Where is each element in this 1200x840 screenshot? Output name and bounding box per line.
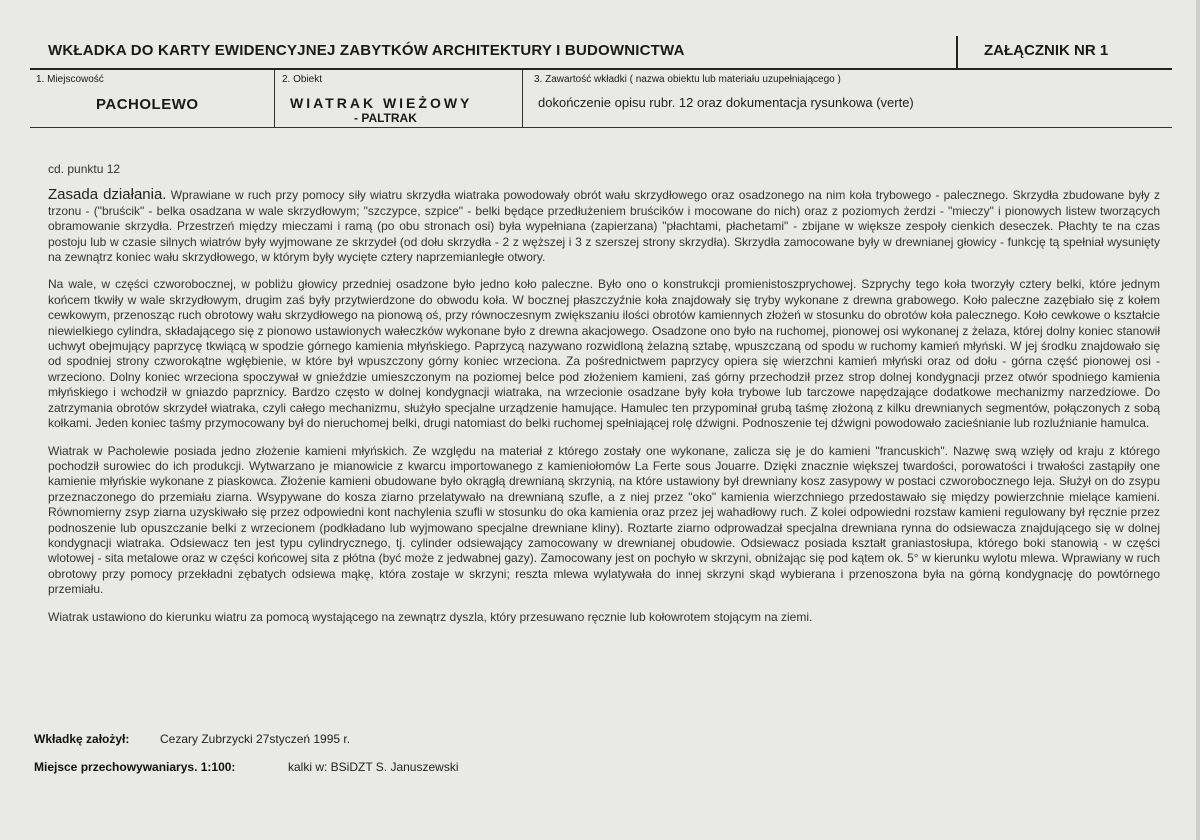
continuation-label: cd. punktu 12 [48, 162, 121, 176]
author-value: Cezary Zubrzycki 27styczeń 1995 r. [160, 732, 351, 746]
storage-label: Miejsce przechowywaniarys. 1:100: [34, 760, 236, 774]
section-lead: Zasada działania. [48, 186, 167, 204]
paragraph-principle [48, 187, 1160, 265]
description-body [48, 162, 1160, 637]
header-rule [30, 68, 1172, 70]
contents-value: dokończenie opisu rubr. 12 oraz dokumentacja rysunkowa (verte) [538, 95, 914, 110]
object-label: 2. Obiekt [282, 74, 323, 85]
object-value-line1: WIATRAK WIEŻOWY [290, 95, 473, 111]
field-divider-1 [274, 70, 275, 128]
field-divider-2 [522, 70, 523, 128]
scan-edge [1196, 0, 1200, 840]
attachment-number: ZAŁĄCZNIK NR 1 [984, 42, 1109, 59]
contents-label: 3. Zawartość wkładki ( nazwa obiektu lub materiału uzupełniającego ) [534, 74, 841, 85]
paragraph-3: Wiatrak w Pacholewie posiada jedno złożenie kamieni młyńskich. Ze względu na materiał z którego zostały one wykonane, zalicza się je do kamieni "francuskich". Nazwę swą wzięły od kraju z którego pochodził surowiec do ich produkcji. Wytwarzano je mianowicie z kwarcu importowanego z kamieniołomów La Ferte sous Jouarre. Dzięki znacznie większej twardości, porowatości i trwałości zastąpiły one kamienie młyńskie wykonane z piaskowca. Złożenie kamieni obudowane było okrągłą drewnianą skrzynią, na które ustawiony był drewniany kosz zasypowy w postaci czworobocznego leja. Służył on do zsypu przeznaczonego do przemiału ziarna. Wsypywane do kosza ziarno przelatywało na drewnianą szufle, a z niej przez "oko" kamienia wierzchniego przedostawało się między powierzchnie mielące kamieni. Równomierny zsyp ziarna uzyskiwało się przez odpowiedni kont nachylenia szufli w stosunku do oka kamienia oraz przez jej wahadłowy ruch. Z kolei odpowiedni rozstaw kamieni regulowany był ręcznie przez podnoszenie lub opuszczanie belki z wrzecionem (podkładano lub wyjmowano specjalne drewniane kliny). Roztarte ziarno odprowadzał specjalna drewniana rynna do odsiewacza znajdującego się w dolnej kondygnacji wiatraka. Odsiewacz ten jest typu cylindrycznego, tj. cylinder odsiewający zamocowany w drewnianej obudowie. Odsiewacz posiada kształt graniastosłupa, którego boki stanowią - w części wlotowej - sita metalowe oraz w części końcowej sita z płótna (być może z jedwabnej gazy). Zamocowany jest on pochyło w skrzyni, obniżając się pod kątem ok. 5° w kierunku wylotu mlewa. Wprawiany w ruch obrotowy przy pomocy przekładni zębatych odsiewa mąkę, która zostaje w skrzyni; reszta mlewa wylatywała do innej skrzyni skąd wybierana i przenoszona była na górną kondygnację do powtórnego przemiału. [48, 443, 1160, 597]
place-label: 1. Miejscowość [36, 74, 104, 85]
paragraph-1-text: Wprawiane w ruch przy pomocy siły wiatru skrzydła wiatraka powodowały obrót wału skrzydłowego oraz osadzonego na nim koła trybowego - palecznego. Skrzydła zbudowane były z trzonu - ("bruścik" - belka osadzana w wale skrzydłowym; "szczypce, szpice" - belki będące przedłużeniem bruścików i mocowane do nich) oraz z poziomych żerdzi - "mieczy" i pionowych listew tworzących obramowanie skrzydła. Przestrzeń między mieczami i ramą (po obu stronach osi) była wypełniana (zapierzana) "płachtami, płachetami" - zbijane w większe zespoły cienkich deseczek. Płachty te na czas postoju lub w czasie silnych wiatrów były wyjmowane ze skrzydeł (od dołu skrzydła - 2 z węższej i 3 z szerszej strony skrzydła). Skrzydła zamocowane były w drewnianej głowicy - funkcję tą spełniał wysunięty na zewnątrz koniec wału skrzydłowego, w którym były wycięte cztery naprzemianległe otwory. [48, 188, 1160, 265]
storage-row [34, 760, 459, 774]
paragraph-4: Wiatrak ustawiono do kierunku wiatru za pomocą wystającego na zewnątrz dyszla, który przesuwano ręcznie lub kołowrotem stojącym na ziemi. [48, 609, 813, 624]
fields-rule [30, 127, 1172, 128]
paragraph-2: Na wale, w części czworobocznej, w pobliżu głowicy przedniej osadzone było jedno koło paleczne. Było ono o konstrukcji promienistoszprychowej. Szprychy tego koła tworzyły cztery belki, które jednym końcem tkwiły w wale skrzydłowym, drugim zaś były przytwierdzone do obwodu koła. W bocznej płaszczyźnie koła znajdowały się tryby wykonane z drewna grabowego. Koło paleczne zazębiało się z kołem cewkowym, przenosząc ruch obrotowy wału skrzydłowego na pionową oś, przy równoczesnym zwiększaniu ilości obrotów kamiennych złożeń w stosunku do obrotów koła palecznego. Koło cewkowe o kształcie niewielkiego cylindra, składającego się z pionowo ustawionych wałeczków wykonane było z drewna akacjowego. Osadzone ono było na ruchomej, pionowej osi wykonanej z żelaza, której dolny koniec stanowił uchwyt obejmujący paprzycę tkwiącą w spodzie górnego kamienia młyńskiego. Paprzycą nazywano rozwidloną żelazną sztabę, wpuszczaną od spodu w ruchomy kamień młyński. W jej środku znajdowało się od spodniej strony czworokątne wgłębienie, w które był wpuszczony górny koniec wrzeciona. Za pośrednictwem paprzycy opiera się wierzchni kamień młyński oraz od dołu - górna część pionowej osi - wrzeciono. Dolny koniec wrzeciona spoczywał w gnieździe umieszczonym na poziomej belce pod złożeniem kamieni, zaś górny przechodził przez strop dolnej kondygnacji przez otwór spodniego kamienia młyńskiego i wchodził w gniazdo paprznicy. Bardzo często w dolnej kondygnacji wiatraka, na wrzecionie osadzane były koła trybowe lub tarczowe napędzające dodatkowe mechanizmy narzedziowe. Do zatrzymania obrotów skrzydeł wiatraka, czyli całego mechanizmu, służyło specjalne urządzenie hamujące. Hamulec ten przypominał grubą taśmę złożoną z kilku drewnianych segmentów, połączonych z sobą kołkami. Jeden koniec taśmy przymocowany był do nieruchomej belki, drugi natomiast do belki ruchomej spełniającej rolę dźwigni. Podnoszenie tej dźwigni powodowało zacieśnianie lub rozluźnianie hamulca. [48, 277, 1160, 431]
author-row [34, 732, 351, 746]
storage-value: kalki w: BSiDZT S. Januszewski [288, 760, 459, 774]
author-label: Wkładkę założył: [34, 732, 130, 746]
header-divider [956, 36, 958, 68]
place-value: PACHOLEWO [96, 96, 199, 113]
form-title: WKŁADKA DO KARTY EWIDENCYJNEJ ZABYTKÓW ARCHITEKTURY I BUDOWNICTWA [48, 42, 685, 59]
object-value-line2: - PALTRAK [354, 111, 417, 125]
